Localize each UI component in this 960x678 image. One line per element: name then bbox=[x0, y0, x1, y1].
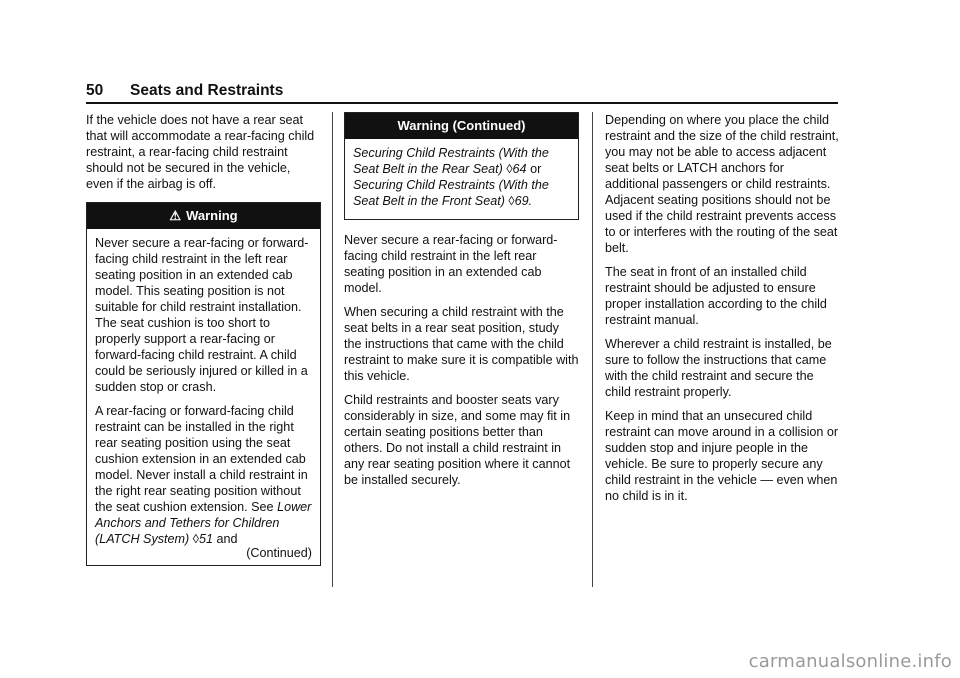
page-ref[interactable]: 51 bbox=[198, 532, 213, 546]
body-paragraph: Never secure a rear-facing or forward-facing child restraint in the left rear seating position in an extended cab model. bbox=[344, 233, 558, 295]
body-paragraph: Keep in mind that an unsecured child restraint can move around in a collision or sudden stop and injure people in the vehicle. Be sure to properly secure any child restraint in the vehicle — even when no child is in it. bbox=[605, 409, 839, 503]
watermark: carmanualsonline.info bbox=[748, 651, 952, 672]
page-ref-icon: ◊ bbox=[192, 532, 199, 546]
warning-body bbox=[87, 229, 320, 565]
page-header bbox=[86, 82, 838, 100]
warning-title: Warning bbox=[186, 208, 238, 223]
column-divider bbox=[592, 112, 593, 587]
cross-reference-link[interactable]: Securing Child Restraints (With the Seat Belt in the Front Seat) bbox=[353, 178, 549, 208]
page-ref[interactable]: 69 bbox=[514, 194, 529, 208]
continued-label: (Continued) bbox=[246, 546, 312, 560]
intro-paragraph: If the vehicle does not have a rear seat that will accommodate a rear-facing child restraint, a rear-facing child restraint should not be secured in the vehicle, even if the airbag is off. bbox=[86, 113, 315, 191]
header-rule bbox=[86, 102, 838, 104]
column-3 bbox=[605, 112, 840, 512]
warning-box bbox=[86, 202, 321, 566]
warning-body bbox=[345, 139, 578, 219]
page-number: 50 bbox=[86, 82, 104, 99]
warning-box-continued bbox=[344, 112, 579, 220]
page-ref-icon: ◊ bbox=[508, 194, 515, 208]
warning-paragraph: Securing Child Restraints (With the Seat Belt in the Rear Seat) ◊64 or Securing Child Restraints (With the Seat Belt in the Front Seat) ◊69. bbox=[353, 146, 549, 208]
cross-reference-link[interactable]: Lower Anchors and Tethers for Children (LATCH System) bbox=[95, 500, 312, 546]
column-divider bbox=[332, 112, 333, 587]
cross-reference-link[interactable]: Securing Child Restraints (With the Seat Belt in the Rear Seat) bbox=[353, 146, 549, 176]
section-title: Seats and Restraints bbox=[130, 82, 284, 99]
body-paragraph: When securing a child restraint with the seat belts in a rear seat position, study the instructions that came with the child restraint to make sure it is compatible with this vehicle. bbox=[344, 305, 579, 383]
warning-header bbox=[87, 203, 320, 229]
body-paragraph: Depending on where you place the child restraint and the size of the child restraint, you may not be able to access adjacent seat belts or LATCH anchors for additional passengers or child restraints. Adjacent seating positions should not be used if the child restraint prevents access to or interferes with the routing of the seat belt. bbox=[605, 113, 839, 255]
body-paragraph: Wherever a child restraint is installed, be sure to follow the instructions that came with the child restraint and secure the child restraint properly. bbox=[605, 337, 832, 399]
body-paragraph: Child restraints and booster seats vary considerably in size, and some may fit in certain seating positions better than others. Do not install a child restraint in any rear seating position where it cannot be installed securely. bbox=[344, 393, 571, 487]
column-1 bbox=[86, 112, 321, 566]
warning-paragraph: Never secure a rear-facing or forward-facing child restraint in the left rear seating position in an extended cab model. This seating position is not suitable for child restraint installation. The seat cushion is too short to properly support a rear-facing or forward-facing child restraint. A child could be seriously injured or killed in a sudden stop or crash. bbox=[95, 236, 309, 394]
page-ref[interactable]: 64 bbox=[512, 162, 527, 176]
warning-header: Warning (Continued) bbox=[345, 113, 578, 139]
warning-paragraph: A rear-facing or forward-facing child restraint can be installed in the right rear seating position using the seat cushion extension in an extended cab model. Never install a child restraint in the right rear seating position without the seat cushion extension. See Lower Anchors and Tethers for Children (LATCH System) ◊51 and bbox=[95, 404, 312, 546]
page-ref-icon: ◊ bbox=[506, 162, 513, 176]
body-paragraph: The seat in front of an installed child restraint should be adjusted to ensure proper installation according to the child restraint manual. bbox=[605, 265, 827, 327]
warning-triangle-icon: ⚠ bbox=[169, 208, 182, 223]
column-2 bbox=[344, 112, 579, 496]
